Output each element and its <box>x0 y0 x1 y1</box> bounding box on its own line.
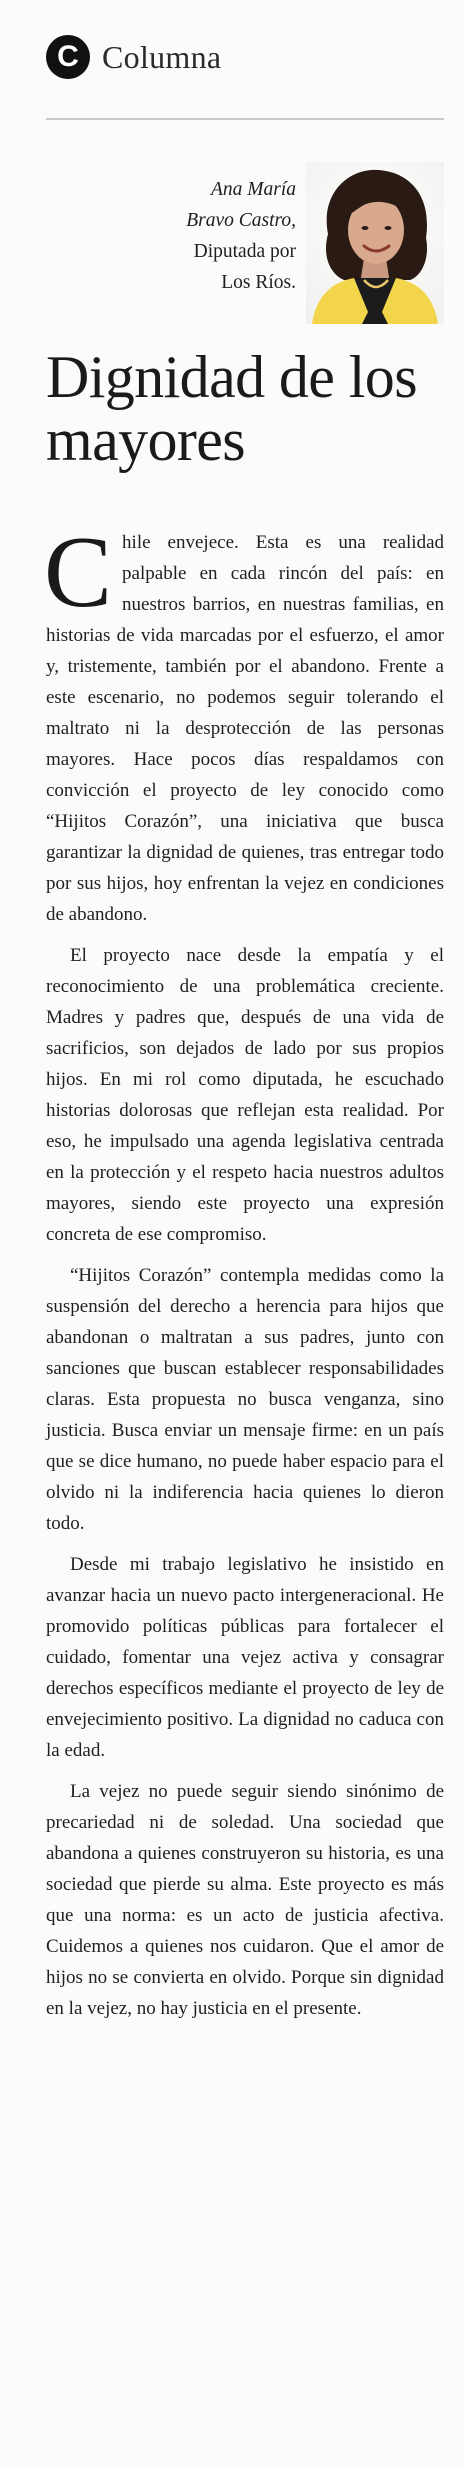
author-role-line1: Diputada por <box>193 241 296 262</box>
article-paragraph-3: “Hijitos Corazón” contempla medidas como la suspensión del derecho a herencia para hijos que abandonan o maltratan a sus padres, junto con sanciones que buscan establecer responsabilidades claras. Esta propuesta no busca venganza, sino justicia. Busca enviar un mensaje firme: en un país que se dice humano, no puede haber espacio para el olvido ni la indiferencia hacia quienes lo dieron todo. <box>46 1265 444 1534</box>
article-title: Dignidad de los mayores <box>46 344 417 473</box>
author-name-line1: Ana María <box>210 179 296 200</box>
article-paragraph-4: Desde mi trabajo legislativo he insistido en avanzar hacia un nuevo pacto intergeneracional. He promovido políticas públicas para fortalecer el cuidado, fomentar una vejez activa y consagrar derechos específicos mediante el proyecto de ley de envejecimiento positivo. La dignidad no caduca con la edad. <box>46 1554 444 1761</box>
paragraph-text: hile envejece. Esta es una realidad palpable en cada rincón del país: en nuestros barrios, en nuestras familias, en historias de vida marcadas por el esfuerzo, el amor y, tristemente, también por el abandono. Frente a este escenario, no podemos seguir tolerando el maltrato ni la desprotección de las personas mayores. Hace pocos días respaldamos con convicción el proyecto de ley conocido como “Hijitos Corazón”, una iniciativa que busca garantizar la dignidad de quienes, tras entregar todo por sus hijos, hoy enfrentan la vejez en condiciones de abandono. <box>46 532 444 925</box>
section-header <box>46 35 221 79</box>
author-role-line2: Los Ríos. <box>221 272 296 293</box>
article-paragraph-2: El proyecto nace desde la empatía y el reconocimiento de una problemática creciente. Madres y padres que, después de una vida de sacrificios, son dejados de lado por sus propios hijos. En mi rol como diputada, he escuchado historias dolorosas que reflejan esta realidad. Por eso, he impulsado una agenda legislativa centrada en la protección y el respeto hacia nuestros adultos mayores, siendo este proyecto una expresión concreta de ese compromiso. <box>46 945 444 1245</box>
dropcap: C <box>44 516 113 629</box>
author-portrait-icon <box>306 162 444 324</box>
article-body <box>44 516 444 2034</box>
section-divider <box>46 118 444 120</box>
section-badge: C <box>46 35 90 79</box>
article-paragraph-1 <box>44 516 444 930</box>
author-info <box>186 174 296 298</box>
author-photo <box>306 162 444 324</box>
article-paragraph-5: La vejez no puede seguir siendo sinónimo de precariedad ni de soledad. Una sociedad que abandona a quienes construyeron su historia, es una sociedad que pierde su alma. Este proyecto es más que una norma: es un acto de justicia afectiva. Cuidemos a quienes nos cuidaron. Que el amor de hijos no se convierta en olvido. Porque sin dignidad en la vejez, no hay justicia en el presente. <box>46 1781 444 2019</box>
section-name: Columna <box>102 38 222 75</box>
author-name-line2: Bravo Castro, <box>186 210 296 231</box>
